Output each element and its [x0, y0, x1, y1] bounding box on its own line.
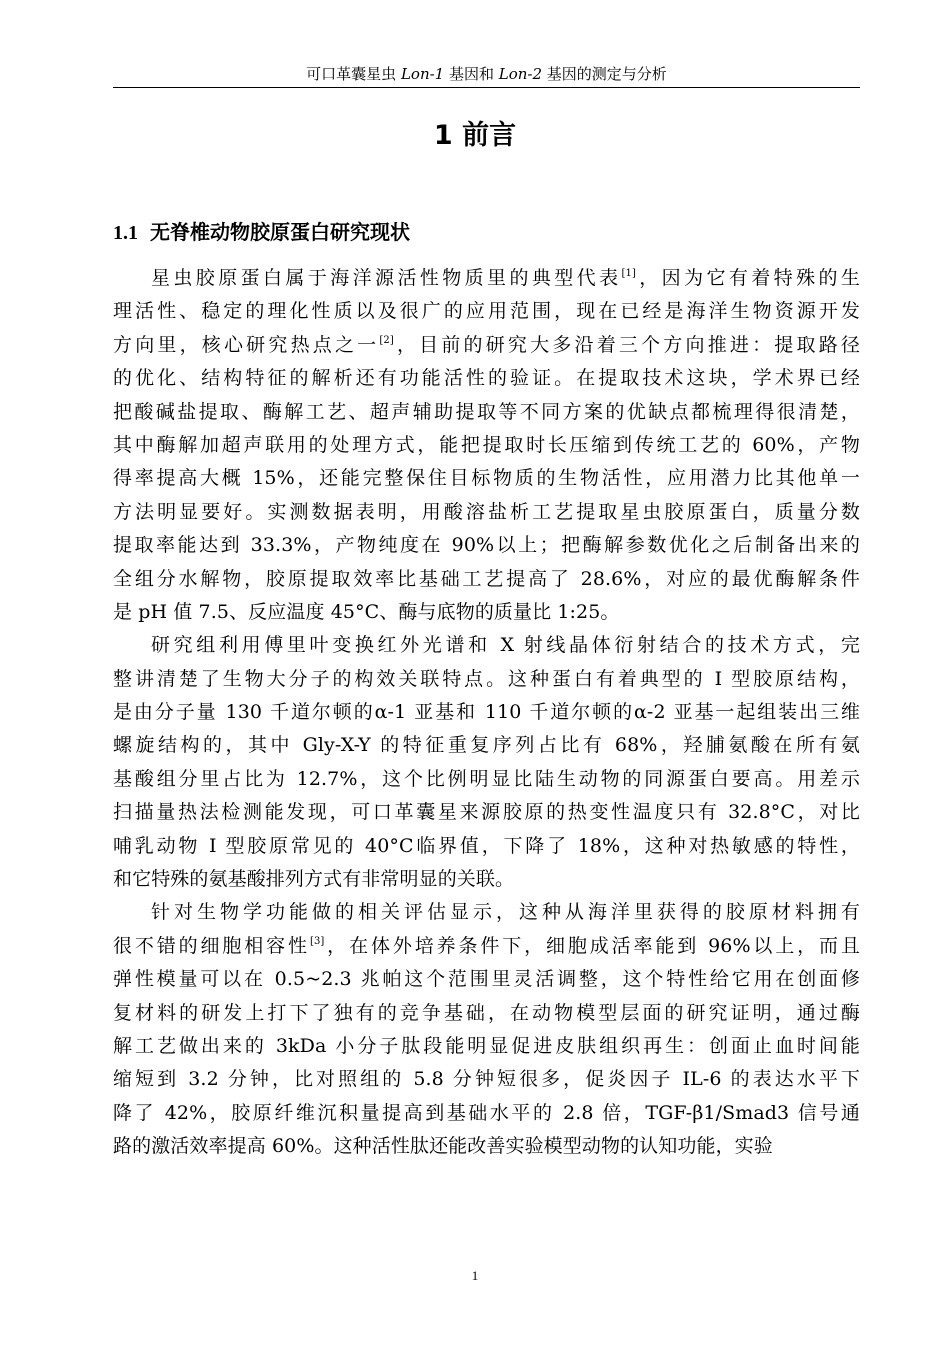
text-line	[113, 362, 860, 395]
text-line	[113, 830, 860, 863]
header-gene-1: Lon-1	[400, 65, 445, 83]
section-title: 无脊椎动物胶原蛋白研究现状	[150, 220, 410, 244]
line-text: 的优化、结构特征的解析还有功能活性的验证。在提取技术这块，学术界已经	[113, 367, 860, 390]
line-text: 缩短到 3.2 分钟，比对照组的 5.8 分钟短很多，促炎因子 IL-6 的表达水平下	[113, 1068, 860, 1091]
text-line	[113, 596, 860, 629]
text-line	[113, 295, 860, 328]
line-text: 哺乳动物 I 型胶原常见的 40°C临界值，下降了 18%，这种对热敏感的特性，	[113, 834, 860, 857]
line-text: 研究组利用傅里叶变换红外光谱和 X 射线晶体衍射结合的技术方式，完	[151, 634, 860, 657]
chapter-title: 1 前言	[433, 120, 517, 151]
line-text: 很不错的细胞相容性	[113, 934, 310, 957]
text-line	[113, 863, 860, 896]
line-text: 提取率能达到 33.3%，产物纯度在 90%以上；把酶解参数优化之后制备出来的	[113, 534, 860, 557]
section-heading	[113, 215, 410, 250]
text-line	[113, 462, 860, 495]
text-line	[113, 896, 860, 929]
header-gene-2: Lon-2	[498, 65, 543, 83]
line-text: 星虫胶原蛋白属于海洋源活性物质里的典型代表	[151, 267, 622, 289]
text-line	[113, 1097, 860, 1130]
text-line	[113, 1130, 860, 1163]
citation-marker: [1]	[621, 268, 636, 279]
line-text: 针对生物学功能做的相关评估显示，这种从海洋里获得的胶原材料拥有	[151, 901, 860, 924]
line-text-continued: ，在体外培养条件下，细胞成活率能到 96%以上，而且	[324, 934, 861, 957]
line-text: 全组分水解物，胶原提取效率比基础工艺提高了 28.6%，对应的最优酶解条件	[113, 567, 860, 590]
text-line	[113, 1030, 860, 1063]
line-text: 和它特殊的氨基酸排列方式有非常明显的关联。	[113, 868, 515, 891]
text-line	[113, 429, 860, 462]
line-text: 方向里，核心研究热点之一	[113, 333, 380, 356]
text-line	[113, 496, 860, 529]
paragraph	[113, 896, 860, 1163]
paragraph	[113, 629, 860, 896]
header-prefix: 可口革囊星虫	[306, 65, 401, 83]
line-text: 基酸组分里占比为 12.7%，这个比例明显比陆生动物的同源蛋白要高。用差示	[113, 767, 860, 790]
line-text: 是 pH 值 7.5、反应温度 45°C、酶与底物的质量比 1:25。	[113, 600, 620, 623]
section-number: 1.1	[113, 222, 138, 244]
text-line	[113, 329, 860, 362]
text-line	[113, 963, 860, 996]
text-line	[113, 930, 860, 963]
text-line	[113, 796, 860, 829]
text-line	[113, 262, 860, 295]
text-line	[113, 696, 860, 729]
citation-marker: [2]	[379, 334, 394, 346]
body-text	[113, 262, 860, 1164]
line-text: 路的激活效率提高 60%。这种活性肽还能改善实验模型动物的认知功能，实验	[113, 1135, 773, 1158]
text-line	[113, 529, 860, 562]
line-text-continued: ，因为它有着特殊的生	[635, 267, 860, 289]
line-text: 降了 42%，胶原纤维沉积量提高到基础水平的 2.8 倍，TGF-β1/Smad3 信号通	[113, 1101, 860, 1124]
text-line	[113, 997, 860, 1030]
text-line	[113, 763, 860, 796]
line-text: 理活性、稳定的理化性质以及很广的应用范围，现在已经是海洋生物资源开发	[113, 300, 860, 323]
text-line	[113, 563, 860, 596]
text-line	[113, 629, 860, 662]
line-text-continued: ，目前的研究大多沿着三个方向推进：提取路径	[393, 333, 860, 356]
text-line	[113, 729, 860, 762]
line-text: 解工艺做出来的 3kDa 小分子肽段能明显促进皮肤组织再生：创面止血时间能	[113, 1034, 860, 1057]
citation-marker: [3]	[309, 935, 325, 947]
page-number: 1	[471, 1268, 479, 1283]
header-middle: 基因和	[444, 65, 499, 83]
line-text: 其中酶解加超声联用的处理方式，能把提取时长压缩到传统工艺的 60%，产物	[113, 433, 860, 456]
header-suffix: 基因的测定与分析	[542, 65, 667, 83]
line-text: 是由分子量 130 千道尔顿的α-1 亚基和 110 千道尔顿的α-2 亚基一起组装出三维	[113, 701, 860, 724]
text-line	[113, 1063, 860, 1096]
paragraph	[113, 262, 860, 629]
line-text: 复材料的研发上打下了独有的竞争基础，在动物模型层面的研究证明，通过酶	[113, 1001, 860, 1024]
line-text: 把酸碱盐提取、酶解工艺、超声辅助提取等不同方案的优缺点都梳理得很清楚，	[113, 400, 860, 423]
line-text: 整讲清楚了生物大分子的构效关联特点。这种蛋白有着典型的 I 型胶原结构，	[113, 667, 860, 690]
text-line	[113, 663, 860, 696]
running-header	[113, 60, 860, 88]
line-text: 扫描量热法检测能发现，可口革囊星来源胶原的热变性温度只有 32.8°C，对比	[113, 801, 860, 824]
text-line	[113, 396, 860, 429]
line-text: 弹性模量可以在 0.5~2.3 兆帕这个范围里灵活调整，这个特性给它用在创面修	[113, 968, 860, 991]
line-text: 螺旋结构的，其中 Gly-X-Y 的特征重复序列占比有 68%，羟脯氨酸在所有氨	[113, 734, 860, 757]
line-text: 方法明显要好。实测数据表明，用酸溶盐析工艺提取星虫胶原蛋白，质量分数	[113, 500, 860, 523]
line-text: 得率提高大概 15%，还能完整保住目标物质的生物活性，应用潜力比其他单一	[113, 467, 860, 490]
